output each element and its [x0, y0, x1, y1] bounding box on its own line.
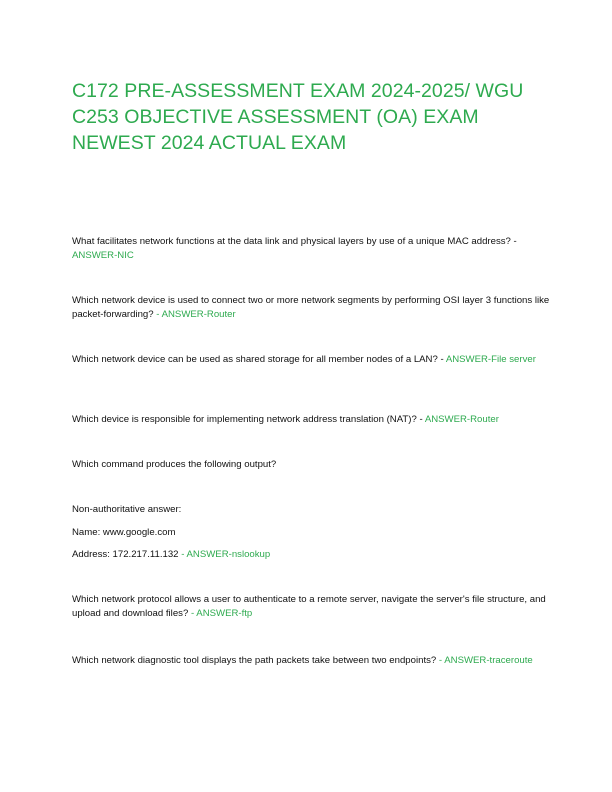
- question-text: Which network device can be used as shared storage for all member nodes of a LAN? -: [72, 354, 444, 365]
- question-item: [72, 235, 550, 263]
- question-item: [72, 593, 550, 621]
- answer-text: ANSWER-Router: [424, 414, 499, 425]
- answer-text: - ANSWER-ftp: [190, 608, 253, 619]
- output-line: Name: www.google.com: [72, 527, 176, 538]
- question-text: Which device is responsible for implementing network address translation (NAT)? -: [72, 414, 423, 425]
- question-item: [72, 294, 550, 322]
- question-item: [72, 548, 270, 562]
- answer-text: - ANSWER-traceroute: [438, 655, 533, 666]
- question-text: Which network device is used to connect two or more network segments by performing OSI layer 3 functions like packet-forwarding?: [72, 295, 550, 320]
- answer-text: - ANSWER-Router: [156, 309, 236, 320]
- output-line: Non-authoritative answer:: [72, 504, 182, 515]
- question-item: [72, 353, 550, 367]
- question-item: [72, 654, 550, 668]
- question-text: Which network protocol allows a user to authenticate to a remote server, navigate the server's file structure, and upload and download files?: [72, 594, 546, 619]
- document-title: C172 PRE-ASSESSMENT EXAM 2024-2025/ WGU C253 OBJECTIVE ASSESSMENT (OA) EXAM NEWEST 2024 ACTUAL EXAM: [72, 80, 524, 154]
- question-text: Which network diagnostic tool displays the path packets take between two endpoints?: [72, 655, 437, 666]
- answer-text: ANSWER-NIC: [72, 250, 134, 261]
- answer-text: - ANSWER-nslookup: [181, 549, 271, 560]
- question-text: Which command produces the following output?: [72, 459, 277, 470]
- question-text: What facilitates network functions at the data link and physical layers by use of a unique MAC address? -: [72, 236, 517, 247]
- answer-text: ANSWER-File server: [445, 354, 536, 365]
- output-line: Address: 172.217.11.132: [72, 549, 179, 560]
- question-item: [72, 413, 550, 427]
